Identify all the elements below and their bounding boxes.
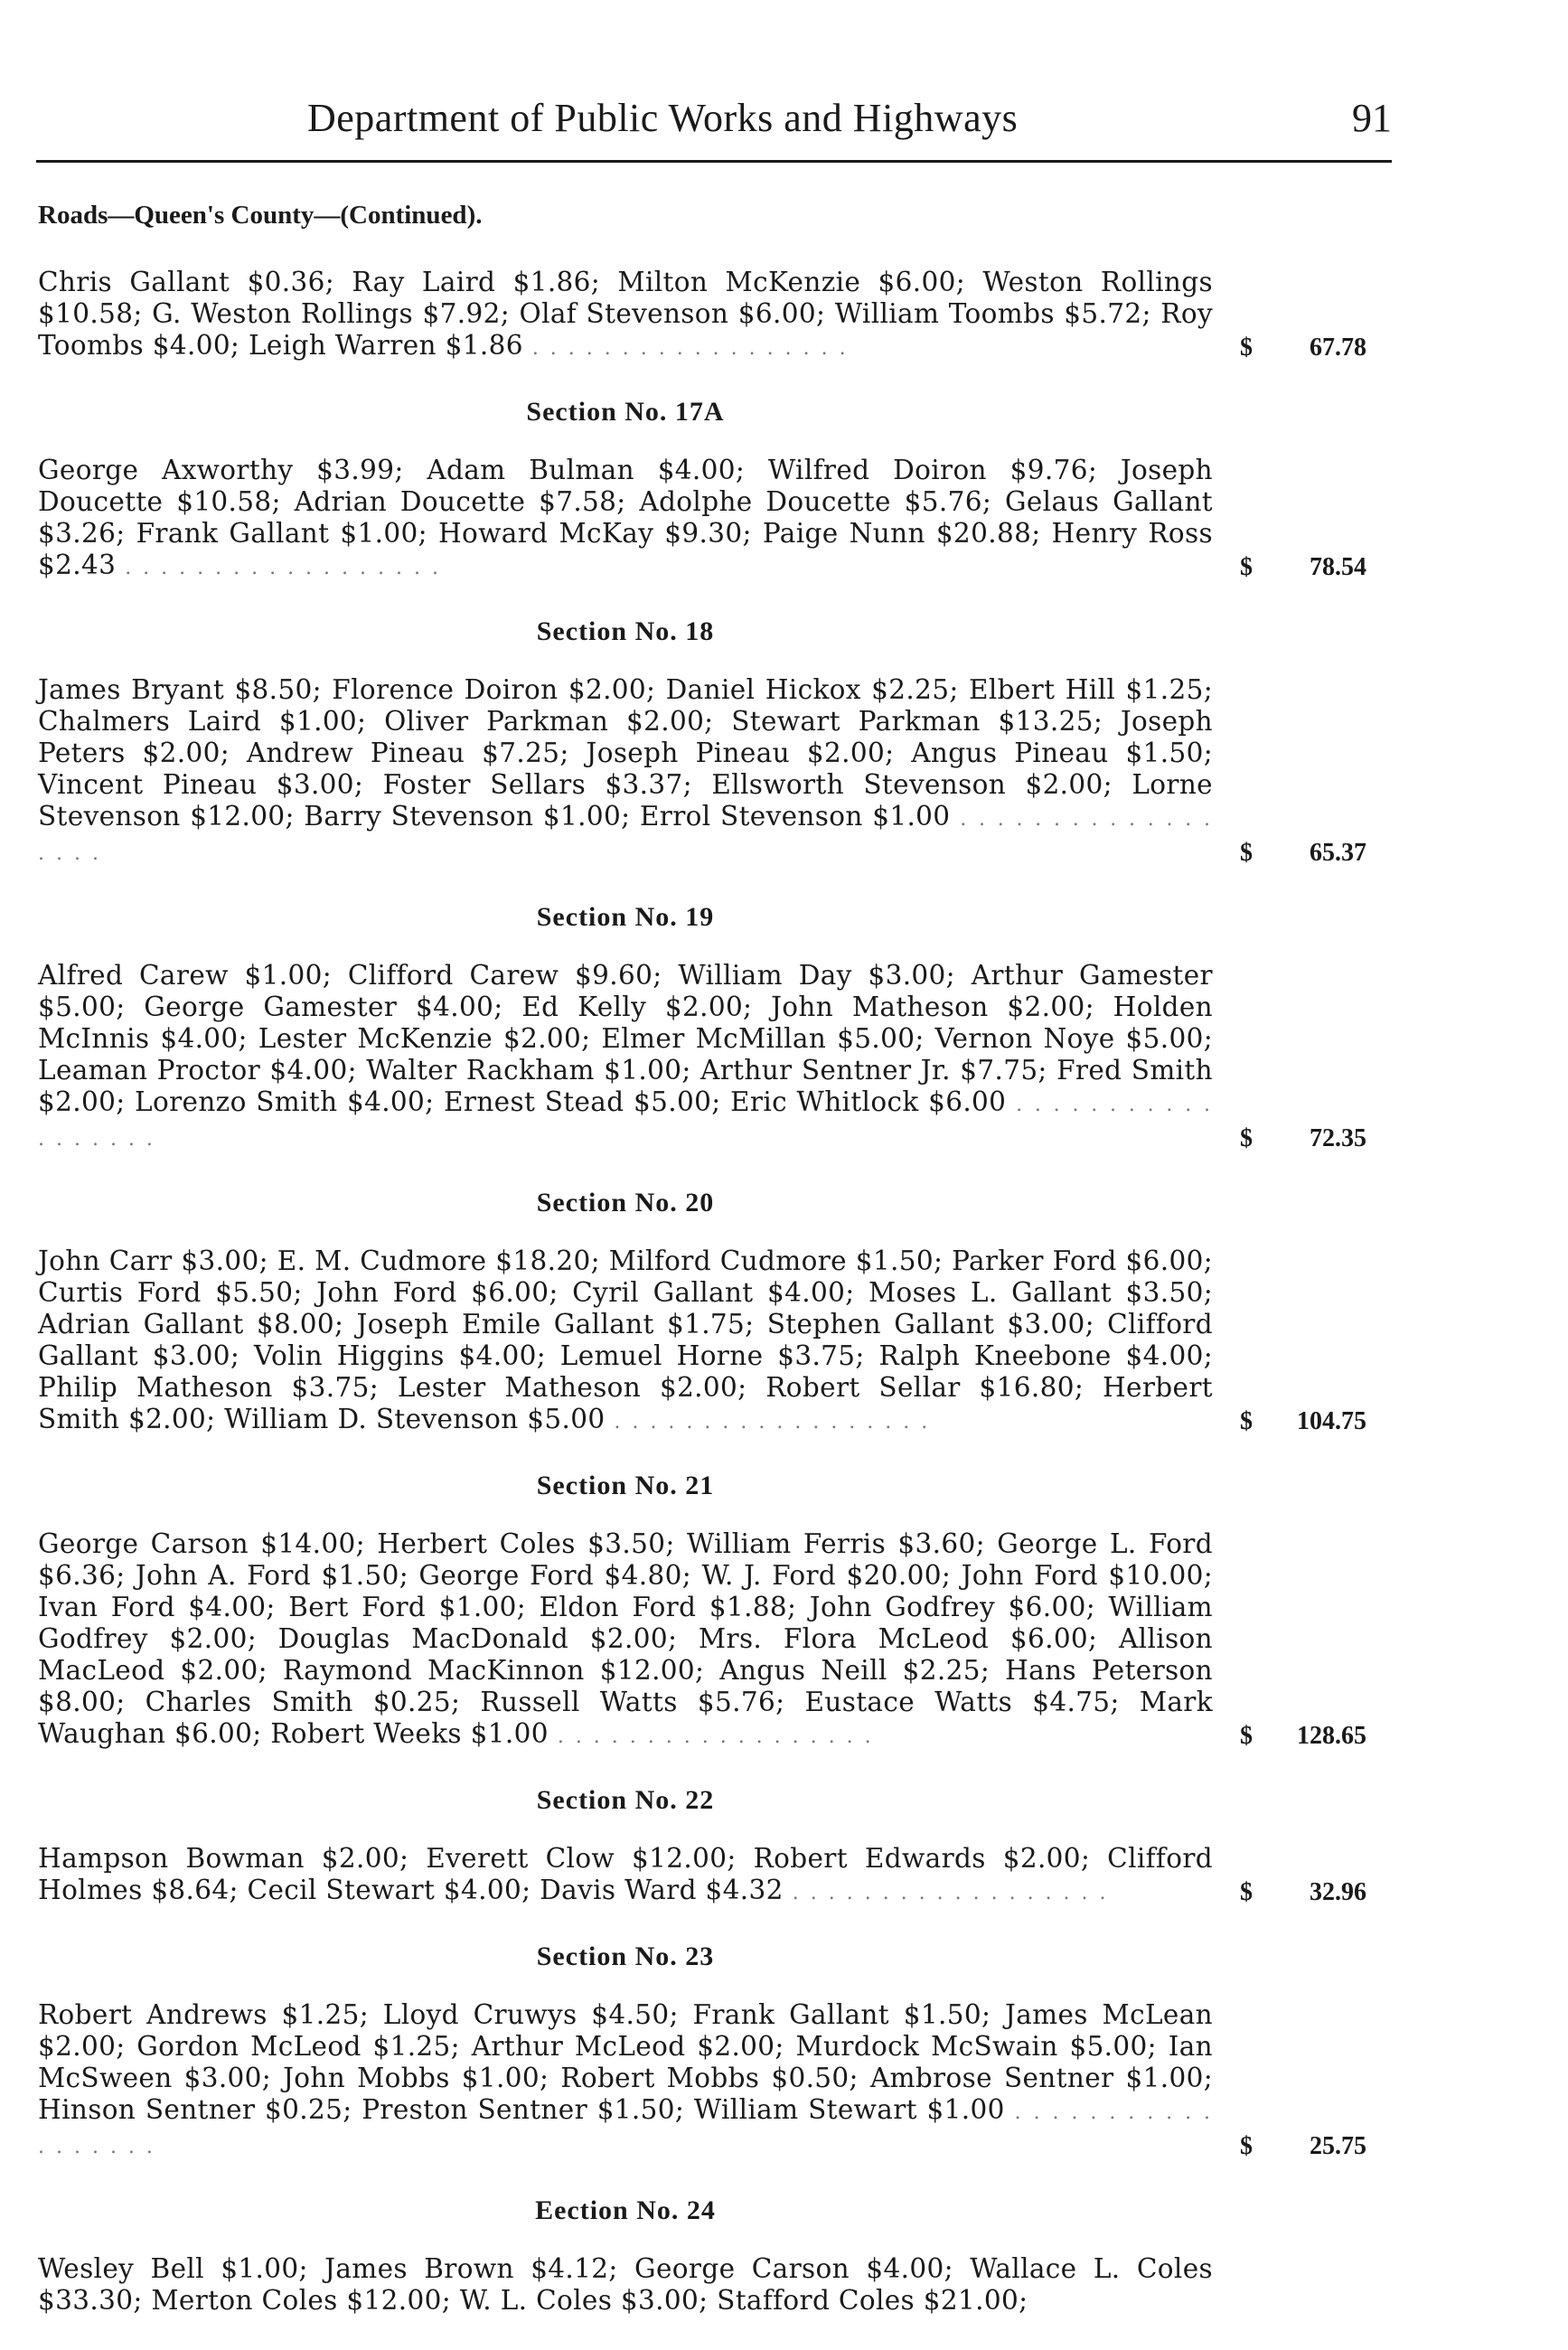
entry-payees: James Bryant $8.50; Florence Doiron $2.00; Daniel Hickox $2.25; Elbert Hill $1.25; Chalmers Laird $1.00; Oliver Parkman $2.00; Stewart Parkman $13.25; Joseph Peters $2.00; Andrew Pineau $7.25; Joseph Pineau $2.00; Angus Pineau $1.50; Vincent Pineau $3.00; Foster Sellars $3.37; Ellsworth Stevenson $2.00; Lorne Stevenson $12.00; Barry Stevenson $1.00; Errol Stevenson $1.00 [38, 674, 1213, 832]
dot-leader: . . . . . . . . . . . . . . . . . . [522, 337, 849, 360]
currency-symbol: $ [1240, 2132, 1253, 2160]
currency-symbol: $ [1240, 1722, 1253, 1750]
section-entry [38, 1999, 1403, 2163]
section-entry [38, 1843, 1403, 1909]
total-value: 25.75 [1310, 2132, 1366, 2160]
section-total [1240, 333, 1403, 364]
entry-payees: Hampson Bowman $2.00; Everett Clow $12.00; Robert Edwards $2.00; Clifford Holmes $8.64; Cecil Stewart $4.00; Davis Ward $4.32 [38, 1843, 1213, 1905]
section-total [1240, 1123, 1403, 1155]
section-heading: Section No. 19 [536, 902, 715, 932]
total-value: 32.96 [1310, 1878, 1366, 1906]
currency-symbol: $ [1240, 1878, 1253, 1906]
total-value: 78.54 [1310, 553, 1366, 581]
entry-payees: Robert Andrews $1.25; Lloyd Cruwys $4.50; Frank Gallant $1.50; James McLean $2.00; Gordon McLeod $1.25; Arthur McLeod $2.00; Murdock McSwain $5.00; Ian McSween $3.00; John Mobbs $1.00; Robert Mobbs $0.50; Ambrose Sentner $1.00; Hinson Sentner $0.25; Preston Sentner $1.50; William Stewart $1.00 [38, 1999, 1213, 2125]
header-rule [36, 160, 1392, 163]
document-body [38, 201, 1403, 2349]
total-value: 67.78 [1310, 334, 1366, 362]
section-total [1240, 1877, 1403, 1909]
dot-leader: . . . . . . . . . . . . . . . . . . [548, 1725, 874, 1748]
page-number: 91 [1352, 96, 1392, 140]
currency-symbol: $ [1240, 334, 1253, 362]
total-value: 104.75 [1297, 1407, 1366, 1435]
currency-symbol: $ [1240, 839, 1253, 867]
section-entry-text [38, 1999, 1213, 2163]
entry-payees: Chris Gallant $0.36; Ray Laird $1.86; Milton McKenzie $6.00; Weston Rollings $10.58; G. Weston Rollings $7.92; Olaf Stevenson $6.00; William Toombs $5.72; Roy Toombs $4.00; Leigh Warren $1.86 [38, 267, 1213, 361]
page-header [36, 95, 1392, 167]
section-entry-text [38, 674, 1213, 870]
entry-payees: George Carson $14.00; Herbert Coles $3.50; William Ferris $3.60; George L. Ford $6.36; John A. Ford $1.50; George Ford $4.80; W. J. Ford $20.00; John Ford $10.00; Ivan Ford $4.00; Bert Ford $1.00; Eldon Ford $1.88; John Godfrey $6.00; William Godfrey $2.00; Douglas MacDonald $2.00; Mrs. Flora McLeod $6.00; Allison MacLeod $2.00; Raymond MacKinnon $12.00; Angus Neill $2.25; Hans Peterson $8.00; Charles Smith $0.25; Russell Watts $5.76; Eustace Watts $4.75; Mark Waughan $6.00; Robert Weeks $1.00 [38, 1528, 1213, 1749]
section-entry [38, 960, 1403, 1155]
total-value: 128.65 [1297, 1722, 1366, 1750]
section-entry-text [38, 2253, 1213, 2317]
currency-symbol: $ [1240, 553, 1253, 581]
page-header-title: Department of Public Works and Highways [307, 96, 1019, 140]
section-heading: Section No. 23 [536, 1941, 715, 1971]
section-heading: Section No. 22 [536, 1785, 715, 1815]
section-entry-text [38, 455, 1213, 584]
dot-leader: . . . . . . . . . . . . . . . . . . [116, 557, 441, 579]
section-list [38, 267, 1403, 2317]
section-entry-text [38, 267, 1213, 364]
section-heading: Eection No. 24 [535, 2195, 716, 2225]
section-total [1240, 1721, 1403, 1753]
section-entry [38, 455, 1403, 584]
section-total [1240, 552, 1403, 584]
section-entry-text [38, 1843, 1213, 1909]
section-heading: Section No. 21 [536, 1471, 715, 1500]
section-entry [38, 1528, 1403, 1753]
section-heading: Section No. 17A [526, 397, 725, 427]
section-heading: Section No. 20 [536, 1188, 715, 1217]
section-entry [38, 2253, 1403, 2317]
section-total [1240, 1406, 1403, 1438]
dot-leader: . . . . . . . . . . . . . . . . . . [38, 1094, 1213, 1151]
total-value: 72.35 [1310, 1124, 1366, 1152]
section-total [1240, 2131, 1403, 2163]
entry-payees: Alfred Carew $1.00; Clifford Carew $9.60; William Day $3.00; Arthur Gamester $5.00; George Gamester $4.00; Ed Kelly $2.00; John Matheson $2.00; Holden McInnis $4.00; Lester McKenzie $2.00; Elmer McMillan $5.00; Vernon Noye $5.00; Leaman Proctor $4.00; Walter Rackham $1.00; Arthur Sentner Jr. $7.75; Fred Smith $2.00; Lorenzo Smith $4.00; Ernest Stead $5.00; Eric Whitlock $6.00 [38, 960, 1213, 1117]
dot-leader: . . . . . . . . . . . . . . . . . . [38, 2101, 1213, 2158]
currency-symbol: $ [1240, 1407, 1253, 1435]
dot-leader: . . . . . . . . . . . . . . . . . . [38, 808, 1214, 865]
total-value: 65.37 [1310, 839, 1366, 867]
running-head: Roads—Queen's County—(Continued). [38, 201, 483, 230]
section-entry [38, 267, 1403, 364]
section-total [1240, 838, 1403, 870]
section-entry [38, 674, 1403, 870]
currency-symbol: $ [1240, 1124, 1253, 1152]
section-entry-text [38, 960, 1213, 1155]
section-heading: Section No. 18 [536, 616, 715, 646]
entry-payees: John Carr $3.00; E. M. Cudmore $18.20; Milford Cudmore $1.50; Parker Ford $6.00; Curtis Ford $5.50; John Ford $6.00; Cyril Gallant $4.00; Moses L. Gallant $3.50; Adrian Gallant $8.00; Joseph Emile Gallant $1.75; Stephen Gallant $3.00; Clifford Gallant $3.00; Volin Higgins $4.00; Lemuel Horne $3.75; Ralph Kneebone $4.00; Philip Matheson $3.75; Lester Matheson $2.00; Robert Sellar $16.80; Herbert Smith $2.00; William D. Stevenson $5.00 [38, 1246, 1213, 1434]
section-entry-text [38, 1528, 1213, 1753]
entry-payees: George Axworthy $3.99; Adam Bulman $4.00; Wilfred Doiron $9.76; Joseph Doucette $10.58; Adrian Doucette $7.58; Adolphe Doucette $5.76; Gelaus Gallant $3.26; Frank Gallant $1.00; Howard McKay $9.30; Paige Nunn $20.88; Henry Ross $2.43 [38, 455, 1213, 580]
section-entry-text [38, 1246, 1213, 1438]
dot-leader: . . . . . . . . . . . . . . . . . . [605, 1411, 931, 1434]
entry-payees: Wesley Bell $1.00; James Brown $4.12; George Carson $4.00; Wallace L. Coles $33.30; Merton Coles $12.00; W. L. Coles $3.00; Stafford Coles $21.00; [38, 2253, 1213, 2316]
section-entry [38, 1246, 1403, 1438]
dot-leader: . . . . . . . . . . . . . . . . . . [783, 1882, 1109, 1904]
